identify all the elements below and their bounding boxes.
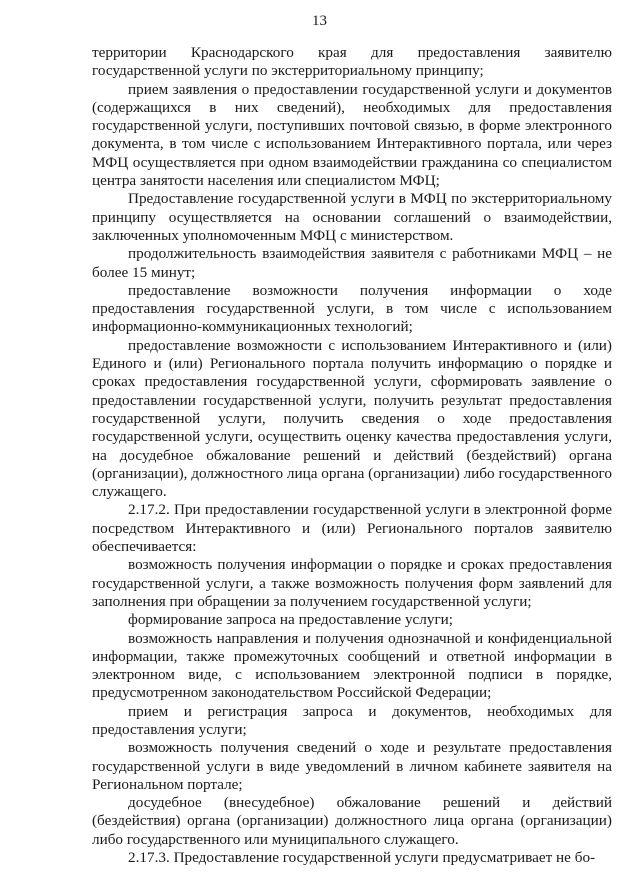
paragraph: формирование запроса на предоставление услуги; — [128, 611, 454, 629]
paragraph: 2.17.2. При предоставлении государственной услуги в электронной форме посредством Интерактивного и (или) Регионального порталов заявителю обеспечивается: — [92, 501, 612, 556]
paragraph: территории Краснодарского края для предоставления заявителю государственной услуги по экстерриториальному принципу; — [92, 44, 612, 80]
paragraph: прием заявления о предоставлении государственной услуги и документов (содержащихся в них сведений), необходимых для предоставления государственной услуги, поступивших почтовой связью, в форме электронного документа, в том числе с использованием Интерактивного портала, или через МФЦ осуществляется при одном взаимодействии гражданина со специалистом центра занятости населения или специалистом МФЦ; — [92, 80, 612, 190]
paragraph: возможность получения сведений о ходе и результате предоставления государственной услуги в виде уведомлений в личном кабинете заявителя на Региональном портале; — [92, 739, 612, 793]
paragraph: прием и регистрация запроса и документов, необходимых для предоставления услуги; — [92, 702, 612, 738]
paragraph: продолжительность взаимодействия заявителя с работниками МФЦ – не более 15 минут; — [92, 245, 612, 281]
paragraph: возможность получения информации о порядке и сроках предоставления государственной услуги, а также возможность получения форм заявлений для заполнения при обращении за получением государственной услуги; — [92, 556, 612, 610]
paragraph: 2.17.3. Предоставление государственной услуги предусматривает не бо- — [128, 849, 596, 867]
page-number: 13 — [312, 13, 327, 29]
paragraph: возможность направления и получения однозначной и конфиденциальной информации, также промежуточных сообщений и ответной информации в электронном виде, с использованием электронной подписи в порядке, предусмотренном законодательством Российской Федерации; — [92, 629, 612, 702]
paragraph: предоставление возможности с использованием Интерактивного и (или) Единого и (или) Регионального портала получить информацию о порядке и сроках предоставления государственной услуги, сформировать заявление о предоставлении государственной услуги, получить результат предоставления государственной услуги, получить сведения о ходе предоставления государственной услуги, осуществить оценку качества предоставления услуги, на досудебное обжалование решений и действий (бездействий) органа (организации), должностного лица органа (организации) либо государственного служащего. — [92, 336, 612, 501]
paragraph: предоставление возможности получения информации о ходе предоставления государственной услуги, в том числе с использованием информационно-коммуникационных технологий; — [92, 281, 612, 336]
document-body — [92, 44, 612, 867]
paragraph: досудебное (внесудебное) обжалование решений и действий (бездействия) органа (организации) должностного лица органа (организации) либо государственного или муниципального служащего. — [92, 794, 612, 848]
paragraph: Предоставление государственной услуги в МФЦ по экстерриториальному принципу осуществляется на основании соглашений о взаимодействии, заключенных уполномоченным МФЦ с министерством. — [92, 190, 612, 244]
